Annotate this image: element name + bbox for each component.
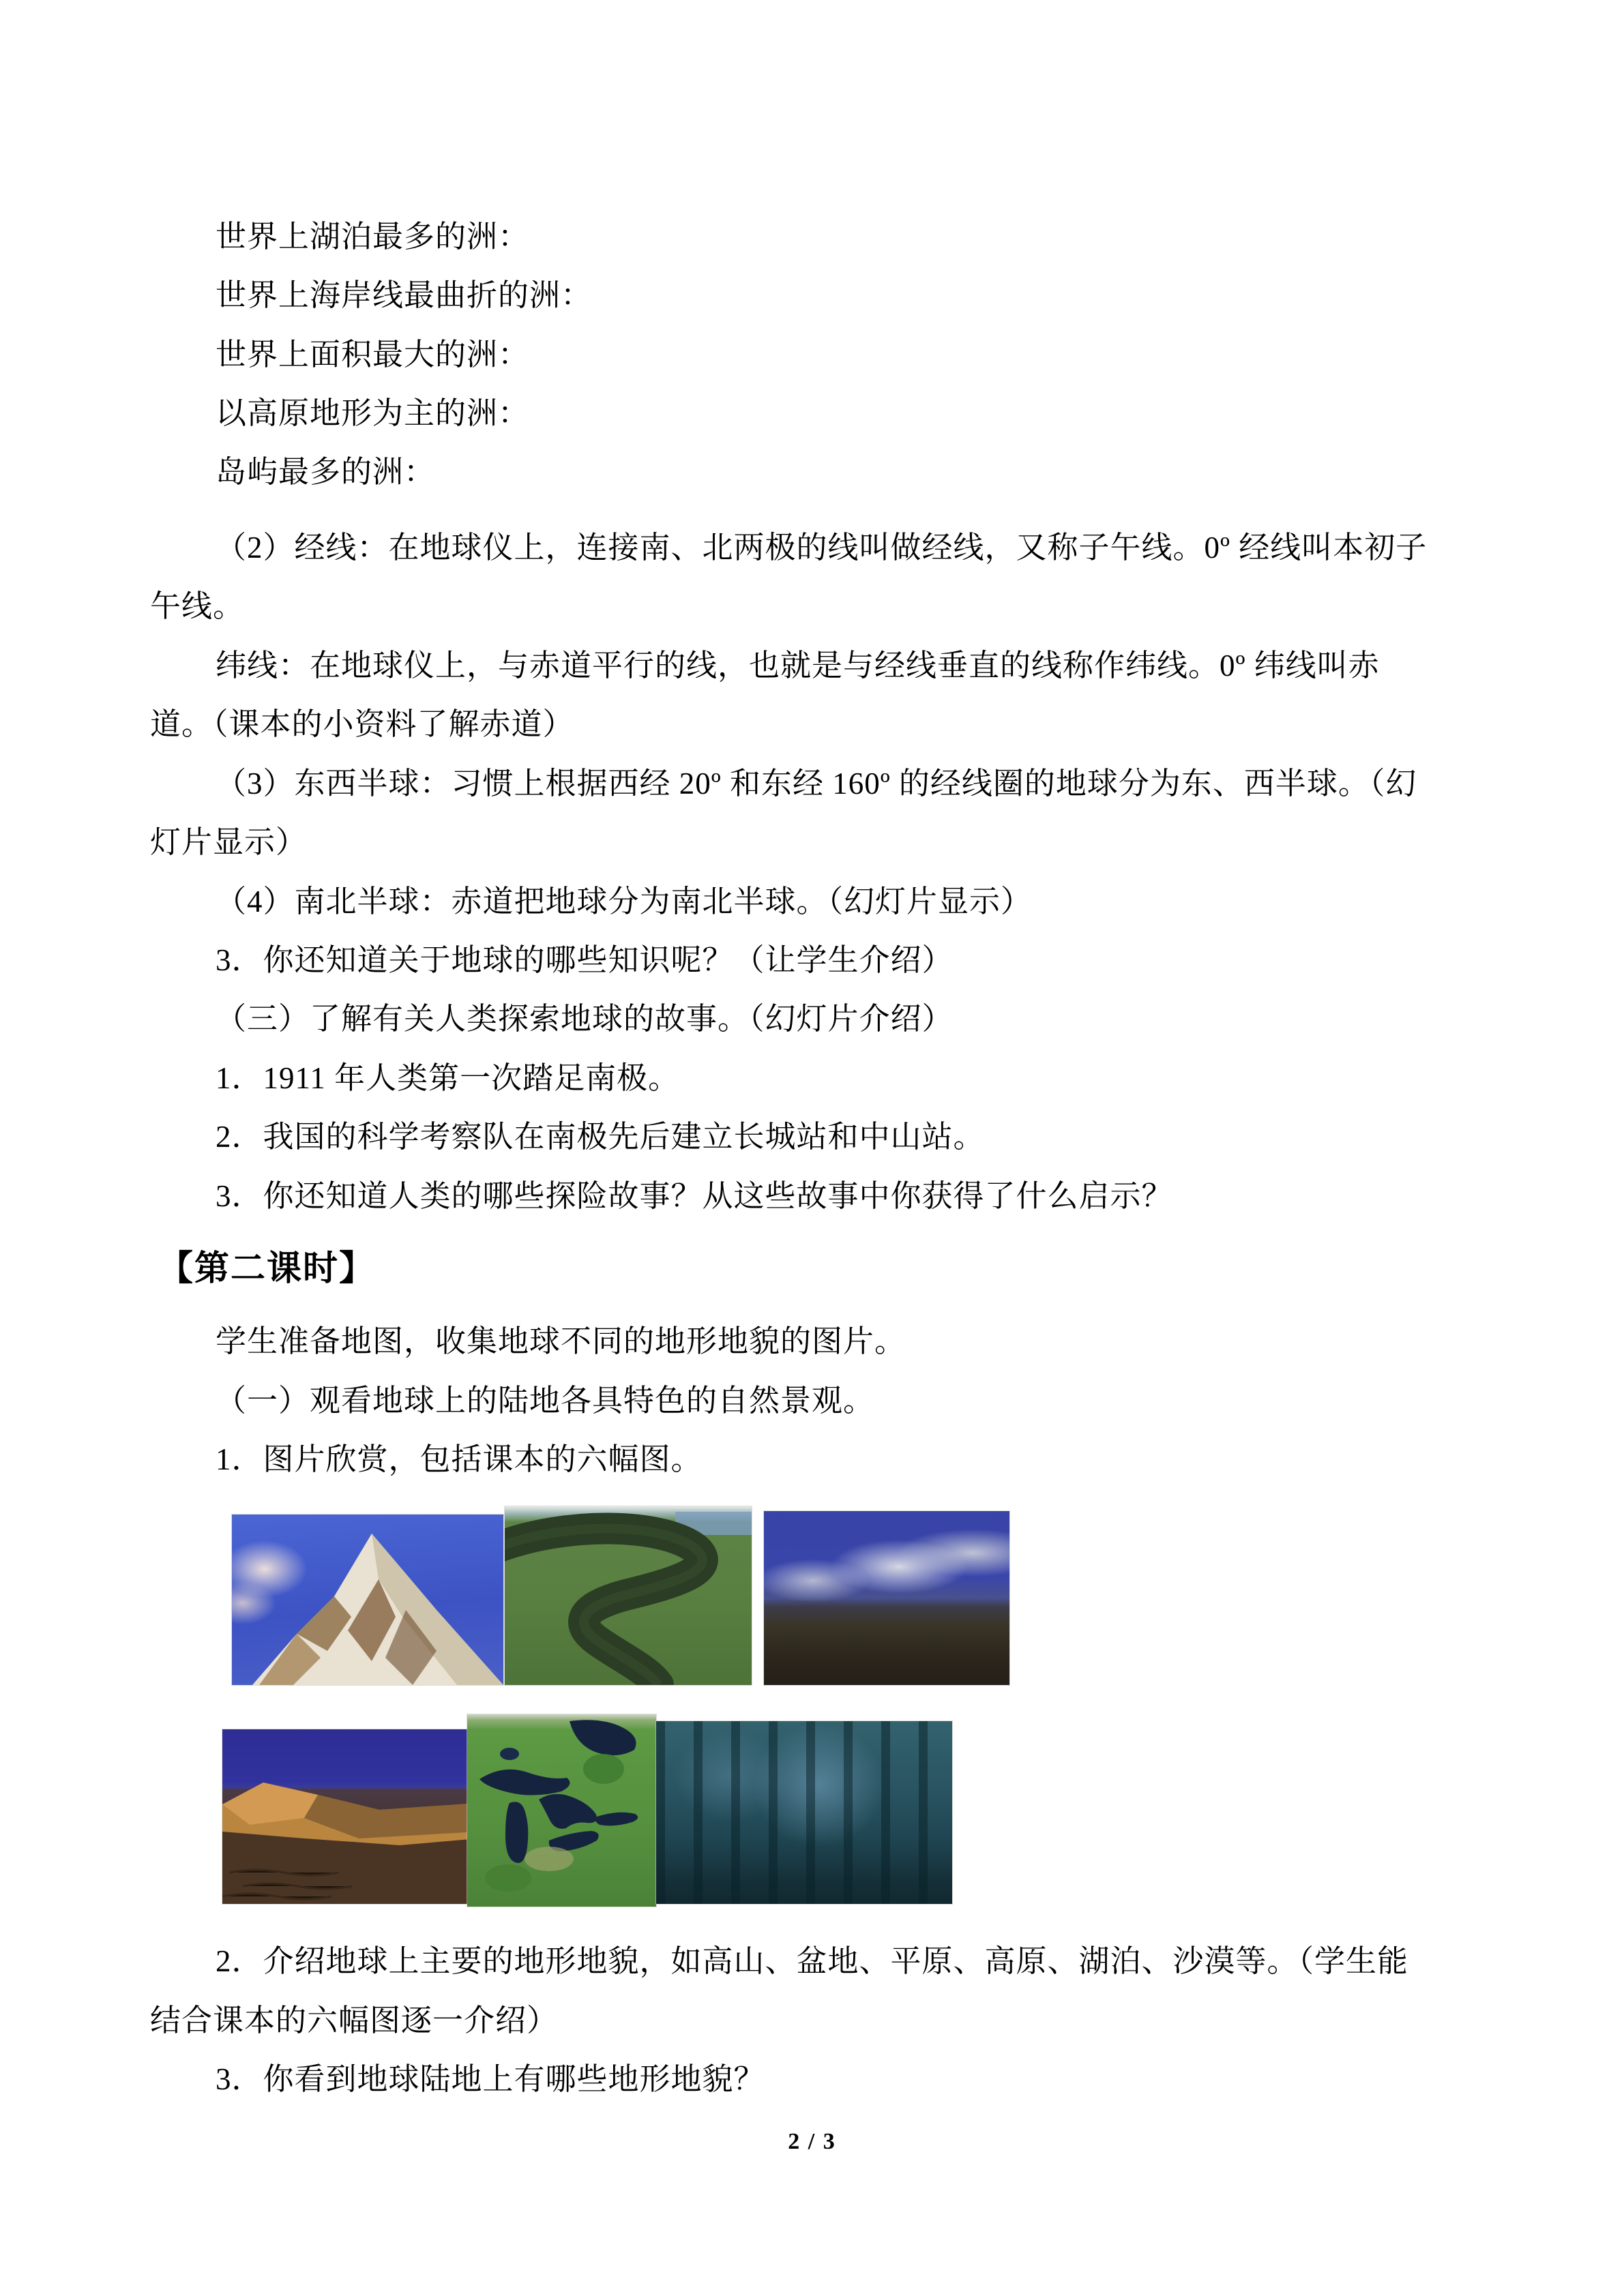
doc-line: 1．图片欣赏，包括课本的六幅图。 <box>216 1442 703 1476</box>
doc-line: 岛屿最多的洲： <box>216 455 436 489</box>
doc-line: 2．介绍地球上主要的地形地貌，如高山、盆地、平原、高原、湖泊、沙漠等。（学生能 <box>216 1944 1409 1978</box>
doc-line: 3．你还知道关于地球的哪些知识呢？（让学生介绍） <box>216 943 954 977</box>
snow-mountain-photo <box>232 1515 503 1685</box>
doc-line: 3．你还知道人类的哪些探险故事？从这些故事中你获得了什么启示？ <box>216 1179 1173 1213</box>
doc-line: 世界上湖泊最多的洲： <box>216 220 530 254</box>
doc-line: 世界上面积最大的洲： <box>216 338 530 372</box>
doc-line: （4）南北半球：赤道把地球分为南北半球。（幻灯片显示） <box>216 884 1033 919</box>
doc-line: 1．1911 年人类第一次踏足南极。 <box>216 1061 680 1095</box>
doc-line: 学生准备地图，收集地球不同的地形地貌的图片。 <box>216 1324 906 1358</box>
plain-cloudy-sky-photo <box>764 1511 1009 1685</box>
lakes-graphic <box>467 1714 656 1907</box>
doc-line: 午线。 <box>150 589 245 623</box>
page-number: 2 / 3 <box>788 2129 836 2154</box>
doc-line: （2）经线：在地球仪上，连接南、北两极的线叫做经线，又称子午线。0º 经线叫本初子 <box>216 531 1428 565</box>
river-graphic <box>505 1506 752 1685</box>
doc-line: 3．你看到地球陆地上有哪些地形地貌？ <box>216 2062 765 2096</box>
section-heading-second-period: 【第二课时】 <box>158 1250 376 1288</box>
doc-line: （一）观看地球上的陆地各具特色的自然景观。 <box>216 1384 875 1418</box>
doc-line: 纬线：在地球仪上，与赤道平行的线，也就是与经线垂直的线称作纬线。0º 纬线叫赤 <box>216 648 1380 683</box>
cloud-overlay <box>232 1515 503 1685</box>
doc-line: 以高原地形为主的洲： <box>216 396 530 430</box>
misty-forest-photo <box>656 1721 952 1904</box>
doc-line: 世界上海岸线最曲折的洲： <box>216 278 593 312</box>
desert-dunes-photo <box>222 1729 479 1904</box>
doc-line: （3）东西半球：习惯上根据西经 20º 和东经 160º 的经线圈的地球分为东、西半球。（幻 <box>216 766 1417 801</box>
doc-line: （三）了解有关人类探索地球的故事。（幻灯片介绍） <box>216 1002 954 1036</box>
doc-line: 道。（课本的小资料了解赤道） <box>150 707 574 741</box>
doc-line: 结合课本的六幅图逐一介绍） <box>150 2003 559 2038</box>
dunes-graphic <box>222 1729 479 1904</box>
winding-river-photo <box>505 1506 752 1685</box>
great-lakes-satellite-photo <box>467 1714 656 1907</box>
doc-line: 2．我国的科学考察队在南极先后建立长城站和中山站。 <box>216 1120 985 1154</box>
doc-line: 灯片显示） <box>150 825 308 859</box>
